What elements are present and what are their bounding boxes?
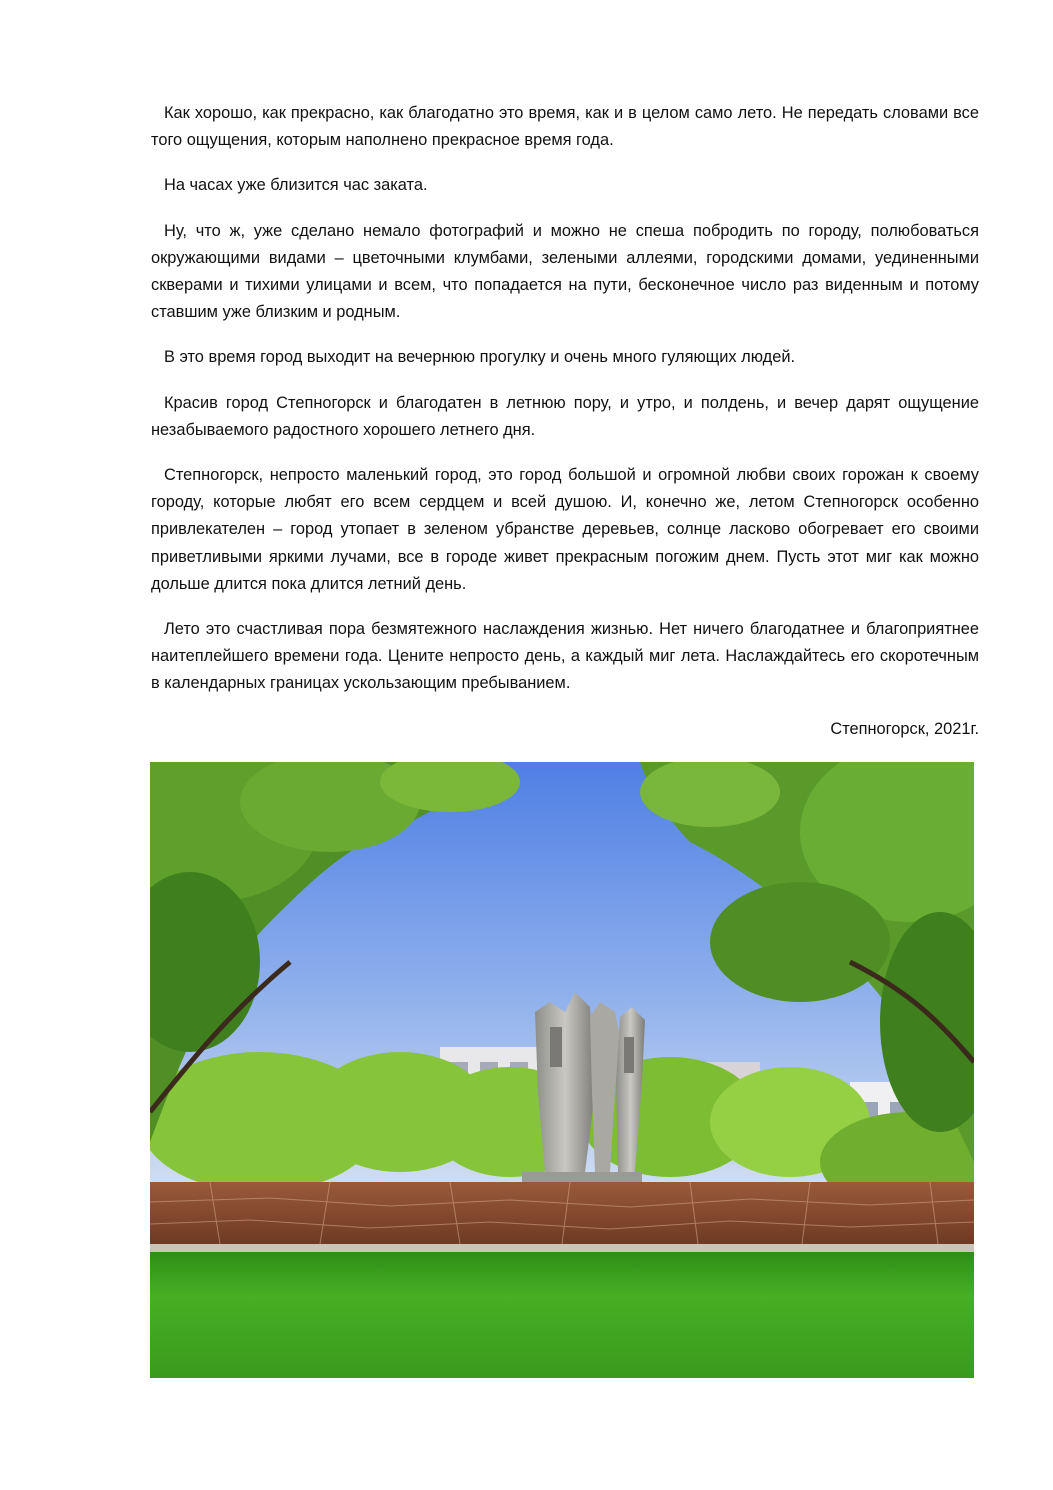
path-edge <box>150 1244 974 1252</box>
paragraph-5: Красив город Степногорск и благодатен в летнюю пору, и утро, и полдень, и вечер дарят ощущение незабываемого радостного хорошего летнего дня. <box>151 393 979 439</box>
paragraph-3: Ну, что ж, уже сделано немало фотографий и можно не спеша побродить по городу, полюбоваться окружающими видами – цветочными клумбами, зелеными аллеями, городскими домами, уединенными скверами и тихими улицами и всем, что попадается на пути, бесконечное число раз виденным и потому ставшим уже близким и родным. <box>151 221 979 322</box>
article-text <box>151 100 979 743</box>
grass-lawn <box>150 1252 974 1378</box>
park-monument-photo <box>150 762 974 1378</box>
paragraph-1: Как хорошо, как прекрасно, как благодатно это время, как и в целом само лето. Не передать словами все того ощущения, которым наполнено прекрасное время года. <box>151 104 979 150</box>
signature: Степногорск, 2021г. <box>830 719 979 738</box>
paragraph-6: Степногорск, непросто маленький город, это город большой и огромной любви своих горожан к своему городу, которые любят его всем сердцем и всей душою. И, конечно же, летом Степногорск особенно привлекателен – город утопает в зеленом убранстве деревьев, солнце ласково обогревает его своими приветливыми яркими лучами, все в городе живет прекрасным погожим днем. Пусть этот миг как можно дольше длится пока длится летний день. <box>151 466 979 593</box>
paragraph-4: В это время город выходит на вечернюю прогулку и очень много гуляющих людей. <box>164 348 796 367</box>
paragraph-2: На часах уже близится час заката. <box>164 176 428 195</box>
stone-wall <box>150 1182 974 1244</box>
paragraph-7: Лето это счастливая пора безмятежного наслаждения жизнью. Нет ничего благодатнее и благоприятнее наитеплейшего времени года. Цените непросто день, а каждый миг лета. Наслаждайтесь его скоротечным в календарных границах ускользающим пребыванием. <box>151 620 979 693</box>
